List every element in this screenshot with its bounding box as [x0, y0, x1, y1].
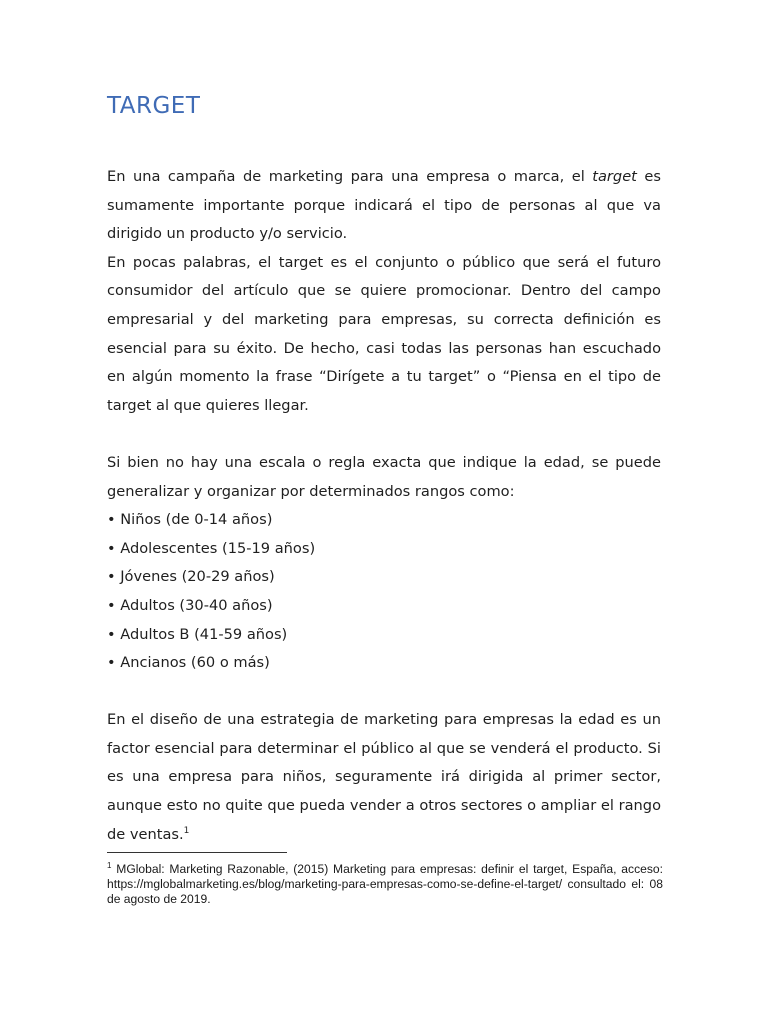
- footnote: [107, 858, 663, 907]
- footnote-text: MGlobal: Marketing Razonable, (2015) Marketing para empresas: definir el target, España, acceso: https://mglobalmarketing.es/blog/marketing-para-empresas-como-se-define-el-target/ consultado el: 08 de agosto de 2019.: [107, 862, 663, 907]
- definition-paragraph: En pocas palabras, el target es el conjunto o público que será el futuro consumidor del artículo que se quiere promocionar. Dentro del campo empresarial y del marketing para empresas, su correcta definición es esencial para su éxito. De hecho, casi todas las personas han escuchado en algún momento la frase “Dirígete a tu target” o “Piensa en el tipo de target al que quieres llegar.: [107, 253, 661, 414]
- footnote-marker: 1: [107, 861, 112, 870]
- age-range-list: [107, 506, 661, 678]
- footnote-reference[interactable]: 1: [183, 825, 190, 836]
- list-item: • Niños (de 0-14 años): [107, 511, 273, 529]
- paragraph-gap: [107, 678, 661, 707]
- age-intro-paragraph: Si bien no hay una escala o regla exacta que indique la edad, se puede generalizar y organizar por determinados rangos como:: [107, 453, 661, 500]
- list-item: • Adolescentes (15-19 años): [107, 539, 316, 557]
- strategy-text: En el diseño de una estrategia de marketing para empresas la edad es un factor esencial para determinar el público al que se venderá el producto. Si es una empresa para niños, seguramente irá dirigida al primer sector, aunque esto no quite que pueda vender a otros sectores o ampliar el rango de ventas.: [107, 711, 661, 843]
- intro-paragraph: [107, 163, 661, 249]
- target-emphasis: target: [592, 168, 637, 185]
- paragraph-gap: [107, 420, 661, 449]
- intro-text-start: En una campaña de marketing para una empresa o marca, el: [107, 168, 593, 185]
- document-body: [107, 163, 661, 849]
- intro-text-end: es sumamente importante porque indicará el tipo de personas al que va dirigido un producto y/o servicio.: [107, 168, 661, 243]
- section-heading: TARGET: [107, 93, 201, 119]
- list-item: • Jóvenes (20-29 años): [107, 568, 275, 586]
- list-item: • Ancianos (60 o más): [107, 654, 270, 672]
- list-item: • Adultos (30-40 años): [107, 596, 273, 614]
- footnote-separator: [107, 852, 287, 853]
- list-item: • Adultos B (41-59 años): [107, 625, 288, 643]
- strategy-paragraph: [107, 706, 661, 849]
